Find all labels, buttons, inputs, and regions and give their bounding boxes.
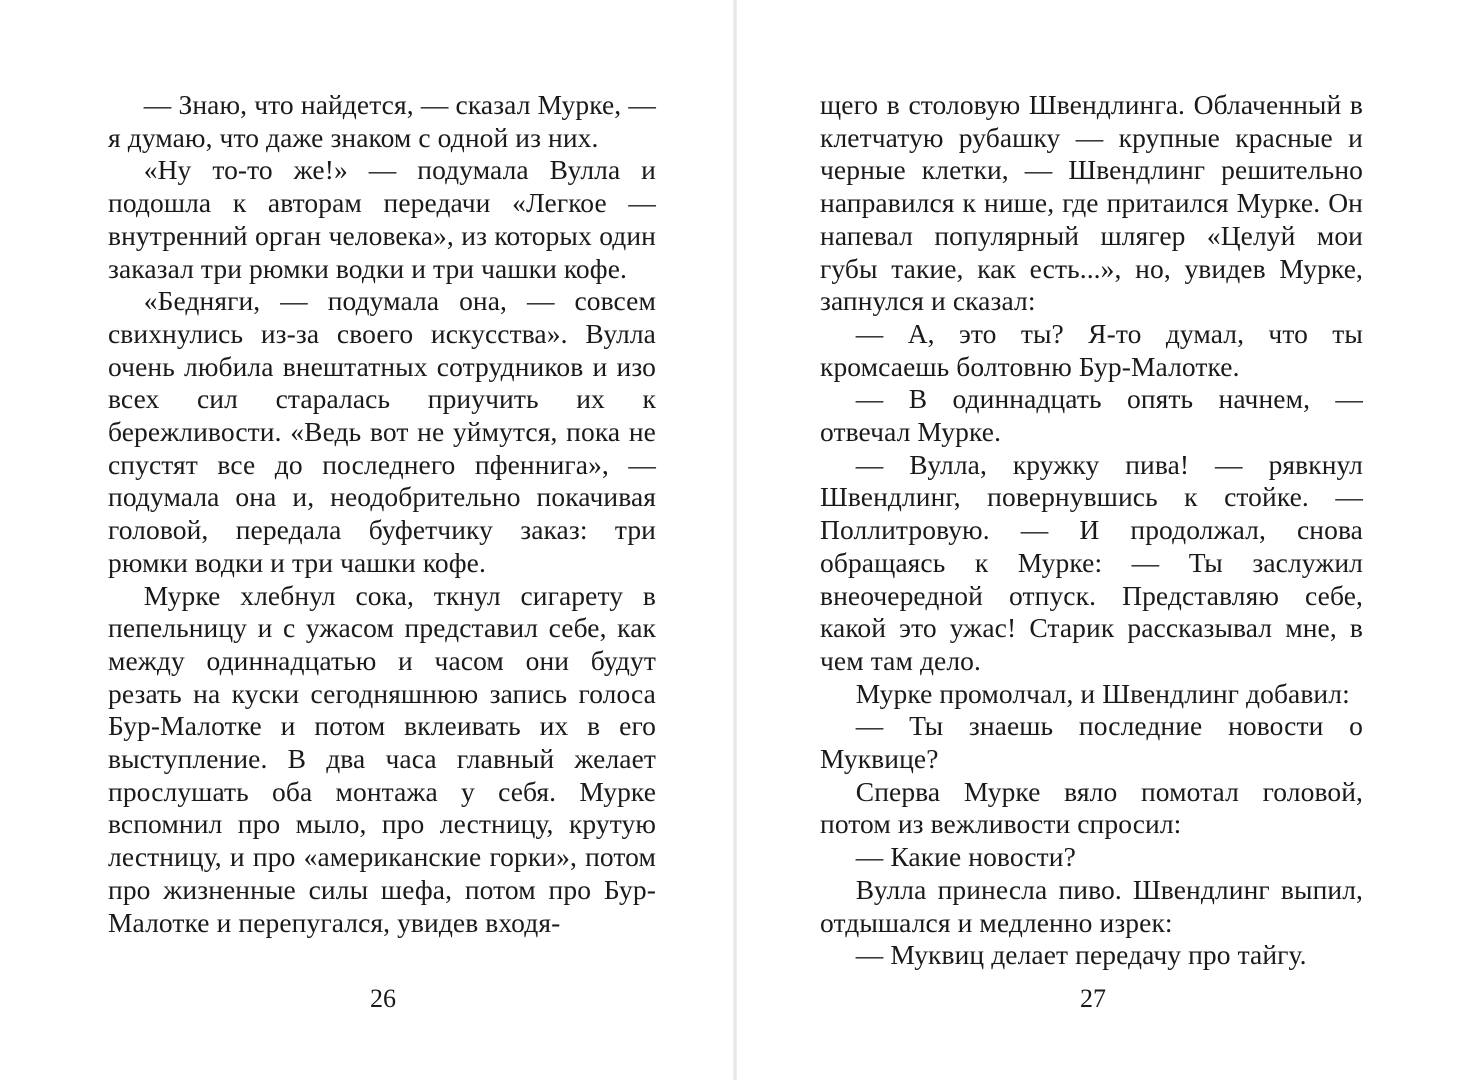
left-page: [0, 0, 733, 1080]
page-number: 26: [370, 984, 396, 1013]
paragraph: — В одиннадцать опять начнем, — отвечал Мурке.: [820, 383, 1363, 448]
paragraph: «Бедняги, — подумала она, — совсем свихнулись из-за своего искусства». Вулла очень любила внештатных сотрудников и изо всех сил старалась приучить их к бережливости. «Ведь вот не уймутся, пока не спустят все до последнего пфеннига», — подумала она и, неодобрительно покачивая головой, передала буфетчику заказ: три рюмки водки и три чашки кофе.: [108, 285, 656, 578]
paragraph: щего в столовую Швендлинга. Облаченный в клетчатую рубашку — крупные красные и черные клетки, — Швендлинг решительно направился к нише, где притаился Мурке. Он напевал популярный шлягер «Целуй мои губы такие, как есть...», но, увидев Мурке, запнулся и сказал:: [820, 89, 1363, 317]
left-page-text: [108, 89, 656, 939]
page-number: 27: [1080, 984, 1106, 1013]
right-page: [737, 0, 1471, 1080]
paragraph: Мурке хлебнул сока, ткнул сигарету в пепельницу и с ужасом представил себе, как между одиннадцатью и часом они будут резать на куски сегодняшнюю запись голоса Бур-Малотке и потом вклеивать их в его выступление. В два часа главный желает прослушать оба монтажа у себя. Мурке вспомнил про мыло, про лестницу, крутую лестницу, и про «американские горки», потом про жизненные силы шефа, потом про Бур-Малотке и перепугался, увидев входя-: [108, 579, 656, 938]
paragraph: — Муквиц делает передачу про тайгу.: [855, 939, 1307, 971]
paragraph: — Знаю, что найдется, — сказал Мурке, — я думаю, что даже знаком с одной из них.: [108, 89, 656, 153]
paragraph: «Ну то-то же!» — подумала Вулла и подошла к авторам передачи «Легкое — внутренний орган человека», из которых один заказал три рюмки водки и три чашки кофе.: [108, 154, 656, 284]
paragraph: Мурке промолчал, и Швендлинг добавил:: [855, 677, 1350, 709]
paragraph: Вулла принесла пиво. Швендлинг выпил, отдышался и медленно изрек:: [820, 873, 1363, 938]
paragraph: — А, это ты? Я-то думал, что ты кромсаешь болтовню Бур-Малотке.: [820, 317, 1363, 382]
paragraph: — Какие новости?: [855, 841, 1076, 873]
paragraph: Сперва Мурке вяло помотал головой, потом из вежливости спросил:: [820, 775, 1363, 840]
paragraph: — Вулла, кружку пива! — рявкнул Швендлинг, повернувшись к стойке. — Поллитровую. — И продолжал, снова обращаясь к Мурке: — Ты заслужил внеочередной отпуск. Представляю себе, какой это ужас! Старик рассказывал мне, в чем там дело.: [820, 448, 1363, 676]
paragraph: — Ты знаешь последние новости о Муквице?: [820, 710, 1363, 775]
right-page-text: [820, 89, 1363, 972]
